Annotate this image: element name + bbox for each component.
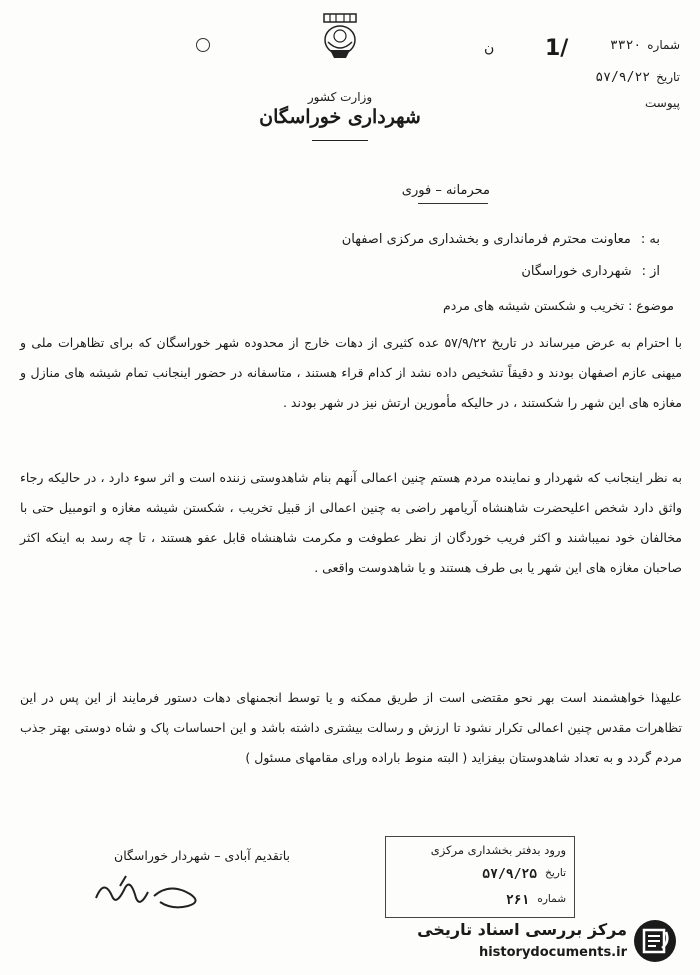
serial-mark: 1/ (545, 36, 569, 61)
date-label: تاریخ (656, 70, 680, 84)
body-paragraph-2 (20, 463, 682, 583)
stamp-number-row (506, 893, 566, 908)
handwritten-mark: ن (484, 40, 495, 56)
signature-icon (90, 868, 210, 914)
from-value: شهرداری خوراسگان (521, 264, 632, 279)
classification-underline (418, 203, 488, 204)
to-row (342, 232, 660, 247)
body-paragraph-1 (20, 328, 682, 418)
from-row (521, 264, 660, 279)
body-paragraph-3 (20, 683, 682, 773)
classification: محرمانه – فوری (401, 183, 490, 198)
stamp-date-label: تاریخ (545, 867, 566, 879)
stamp-number-label: شماره (537, 893, 566, 905)
body-text-2: به نظر اینجانب که شهردار و نماینده مردم هستم چنین اعمالی آنهم بنام شاهدوستی زننده است و اثر سوء دارد ، در حالیکه رجاء واثق دارد شخص اعلیحضرت شاهنشاه آریامهر راضی به چنین اعمالی از قبیل تخریب ، شکستن شیشه مغازه و اتومبیل حتی با مخالفان خود نمیباشند و اکثر فریب خوردگان از نظر عطوفت و مکرمت شاهنشاه قابل عفو هستند ، تا چه رسد به اینکه اکثر صاحبان مغازه های این شهر یا بی طرف هستند و یا شاهدوست واقعی . (20, 470, 682, 575)
watermark-name: مرکز بررسی اسناد تاریخی (417, 920, 627, 939)
emblem-icon (318, 12, 362, 60)
archive-logo-icon (632, 918, 678, 964)
circle-mark (196, 38, 210, 52)
attachment-label: پیوست (645, 96, 680, 110)
stamp-title: ورود بدفتر بخشداری مرکزی (430, 843, 566, 857)
watermark-url: historydocuments.ir (478, 945, 627, 960)
from-label: از : (641, 264, 660, 279)
signature-block: باتقدیم آبادی – شهردار خوراسگان (114, 848, 290, 863)
attachment-row (530, 96, 680, 110)
stamp-date-row (482, 867, 566, 882)
date-row (530, 70, 680, 85)
body-text-3: علیهذا خواهشمند است بهر نحو مقتضی است از طریق ممکنه و یا توسط انجمنهای دهات دستور فرمایند از این پس در این تظاهرات مقدس چنین اعمالی تکرار نشود تا ارزش و رسالت بیشتری داشته باشد و این احساسات پاک و شاه دوستی بهتر جذب مردم گردد و به تعداد شاهدوستان بیفزاید ( البته منوط باراده ورای مقامهای مسئول ) (20, 690, 682, 765)
date-value: ۵۷/۹/۲۲ (595, 70, 651, 85)
body-text-1: با احترام به عرض میرساند در تاریخ ۵۷/۹/۲۲ عده کثیری از دهات خارج از محدوده شهر خوراسگان که برای تظاهرات ملی و میهنی عازم اصفهان بودند و دقیقاً تشخیص داده نشد از کدام قراء هستند ، متاسفانه در حضور اینجانب تمام شیشه های منازل و مغازه های این شهر را شکستند ، در حالیکه مأمورین ارتش نیز در شهر بودند . (20, 335, 683, 410)
receipt-stamp (385, 836, 575, 918)
municipality-title: شهرداری خوراسگان (259, 106, 421, 128)
to-label: به : (640, 232, 660, 247)
ministry-name: وزارت کشور (307, 90, 373, 104)
stamp-number-value: ۲۶۱ (505, 893, 530, 908)
number-label: شماره (647, 38, 680, 52)
title-underline (312, 140, 368, 141)
stamp-date-value: ۵۷/۹/۲۵ (482, 867, 538, 882)
subject-line: موضوع : تخریب و شکستن شیشه های مردم (443, 298, 674, 313)
number-value: ۳۳۲۰ (609, 38, 642, 53)
number-row (530, 38, 680, 53)
to-value: معاونت محترم فرمانداری و بخشداری مرکزی اصفهان (341, 232, 631, 247)
